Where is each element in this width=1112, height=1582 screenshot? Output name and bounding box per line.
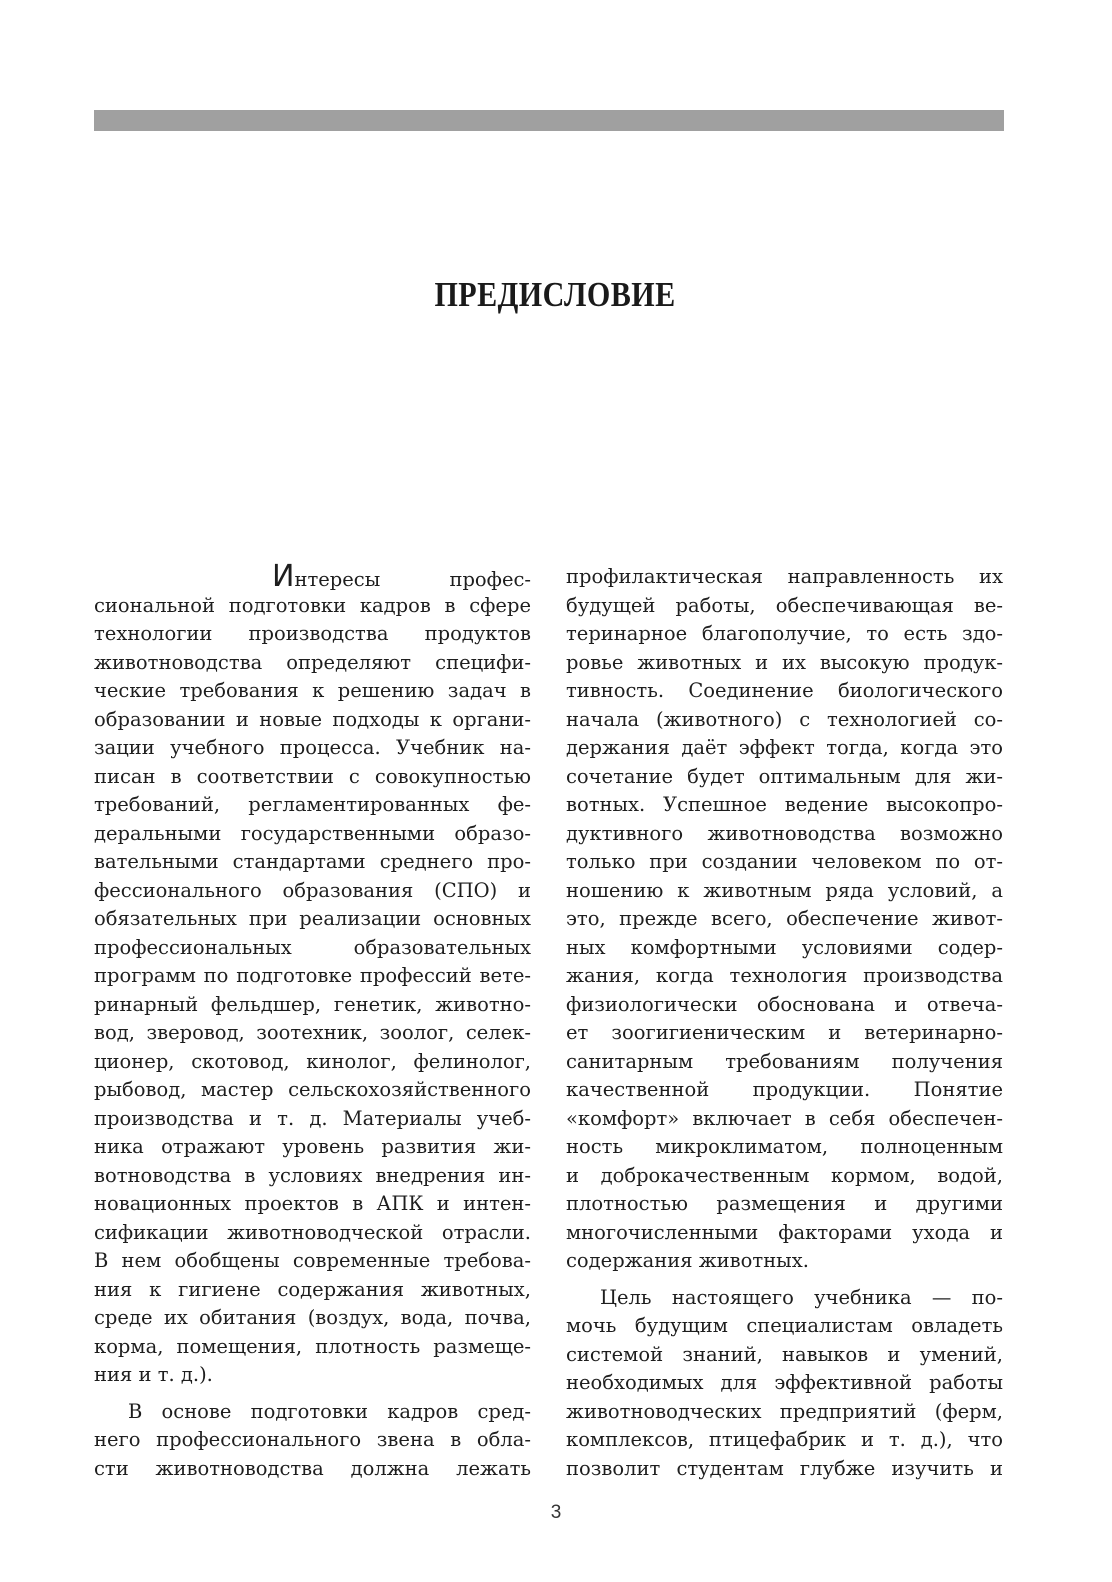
text-line: новационных проектов в АПК и интен- [94, 1192, 531, 1215]
text-line: сти животноводства должна лежать [94, 1456, 531, 1480]
text-line: системой знаний, навыков и умений, [566, 1342, 1003, 1366]
text-line: программ по подготовке профессий вете- [94, 964, 531, 987]
text-line: ринарный фельдшер, генетик, животно- [94, 992, 531, 1016]
left-paragraph-2 [94, 1398, 531, 1484]
text-line: технологии производства продуктов [94, 622, 531, 645]
text-line: профессиональных образовательных [94, 935, 531, 959]
text-line: держания даёт эффект тогда, когда это [566, 736, 1003, 759]
text-line: рыбовод, мастер сельскохозяйственного [94, 1078, 531, 1101]
text-line: «комфорт» включает в себя обеспечен- [566, 1106, 1003, 1130]
text-line: животноводческих предприятий (ферм, [566, 1399, 1003, 1423]
first-line-text: нтересы профес- [294, 568, 531, 591]
text-line: и доброкачественным кормом, водой, [566, 1163, 1003, 1187]
text-line: тивность. Соединение биологического [566, 679, 1003, 702]
text-line: В нем обобщены современные требова- [94, 1249, 531, 1272]
text-line: дуктивного животноводства возможно [566, 821, 1003, 845]
text-line: санитарным требованиям получения [566, 1049, 1003, 1073]
text-line: животноводства определяют специфи- [94, 650, 531, 674]
text-line: многочисленными факторами ухода и [566, 1220, 1003, 1244]
text-line: требований, регламентированных фе- [94, 793, 531, 816]
text-line: ность микроклиматом, полноценным [566, 1135, 1003, 1158]
text-line: ных комфортными условиями содер- [566, 935, 1003, 959]
text-line: это, прежде всего, обеспечение живот- [566, 907, 1003, 930]
text-line: содержания животных. [566, 1249, 809, 1272]
text-line: корма, помещения, плотность размеще- [94, 1334, 531, 1358]
text-line: профилактическая направленность их [566, 565, 1003, 588]
text-line: ровье животных и их высокую продук- [566, 650, 1003, 674]
page-number: 3 [550, 1502, 562, 1523]
text-line: обязательных при реализации основных [94, 907, 531, 930]
text-line: начала (животного) с технологией со- [566, 707, 1003, 731]
text-line: мочь будущим специалистам овладеть [566, 1314, 1003, 1337]
text-line: ческие требования к решению задач в [94, 679, 531, 702]
text-line: позволит студентам глубже изучить и [566, 1456, 1003, 1480]
text-line: писан в соответствии с совокупностью [94, 764, 531, 788]
text-line: комплексов, птицефабрик и т. д.), что [566, 1428, 1003, 1451]
text-line: качественной продукции. Понятие [566, 1078, 1003, 1101]
text-line: вательными стандартами среднего про- [94, 850, 531, 873]
right-column [566, 563, 1003, 1483]
text-line: будущей работы, обеспечивающая ве- [566, 593, 1003, 617]
text-line: среде их обитания (воздух, вода, почва, [94, 1306, 531, 1329]
text-line: него профессионального звена в обла- [94, 1428, 531, 1451]
header-rule [94, 110, 1004, 131]
text-line: деральными государственными образо- [94, 821, 531, 845]
text-line: только при создании человеком по от- [566, 850, 1003, 873]
text-line: фессионального образования (СПО) и [94, 878, 531, 902]
text-line: сификации животноводческой отрасли. [94, 1220, 531, 1244]
text-line: теринарное благополучие, то есть здо- [566, 622, 1003, 645]
text-line: образовании и новые подходы к органи- [94, 707, 531, 731]
left-column [94, 559, 531, 1483]
first-line [94, 559, 531, 594]
text-line: Цель настоящего учебника — по- [600, 1285, 1003, 1309]
text-line: жания, когда технология производства [566, 964, 1003, 987]
text-line: производства и т. д. Материалы учеб- [94, 1106, 531, 1130]
text-line: необходимых для эффективной работы [566, 1371, 1003, 1394]
text-line: плотностью размещения и другими [566, 1192, 1003, 1215]
text-line: вод, зверовод, зоотехник, зоолог, селек- [94, 1021, 531, 1044]
text-line: сочетание будет оптимальным для жи- [566, 764, 1003, 788]
text-line: В основе подготовки кадров сред- [128, 1399, 531, 1423]
right-paragraph-1 [566, 563, 1003, 1276]
text-line: ционер, скотовод, кинолог, фелинолог, [94, 1049, 531, 1073]
text-line: вотноводства в условиях внедрения ин- [94, 1163, 531, 1187]
text-line: ет зоогигиеническим и ветеринарно- [566, 1021, 1003, 1044]
page-title: ПРЕДИСЛОВИЕ [434, 275, 676, 314]
text-line: ношению к животным ряда условий, а [566, 878, 1003, 902]
text-line: ния и т. д.). [94, 1363, 213, 1386]
text-line: зации учебного процесса. Учебник на- [94, 736, 531, 759]
drop-cap: И [272, 559, 295, 594]
text-line: физиологически обоснована и отвеча- [566, 992, 1003, 1016]
text-line: ника отражают уровень развития жи- [94, 1135, 531, 1158]
text-line: вотных. Успешное ведение высокопро- [566, 793, 1003, 816]
left-paragraph-1 [94, 592, 531, 1390]
text-line: ния к гигиене содержания животных, [94, 1277, 531, 1301]
right-paragraph-2 [566, 1284, 1003, 1484]
text-line: сиональной подготовки кадров в сфере [94, 593, 531, 617]
